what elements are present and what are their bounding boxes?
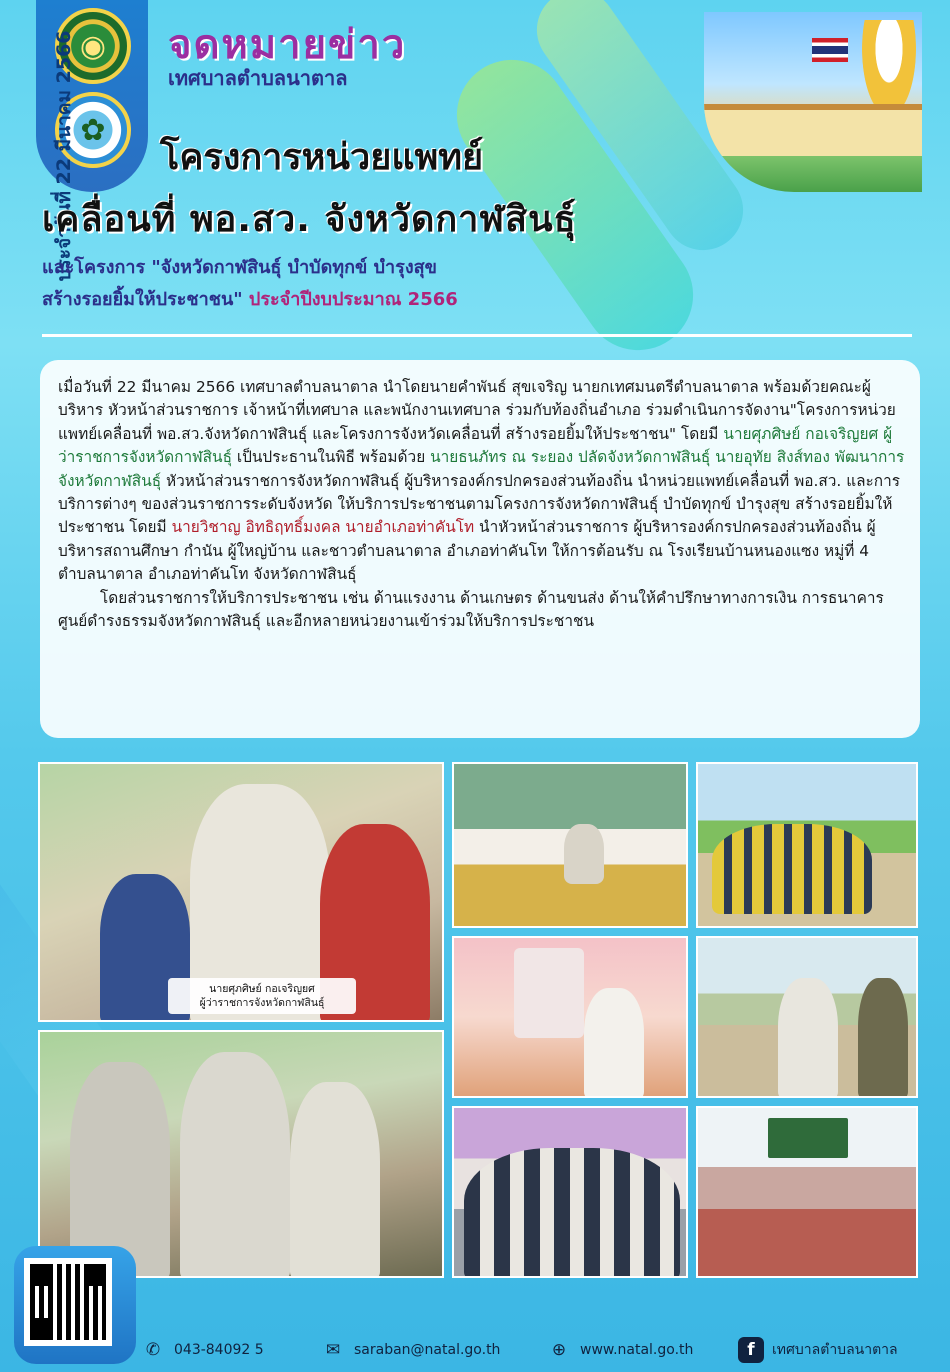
fiscal-year: ประจำปีงบประมาณ 2566 (248, 289, 458, 310)
text: หัวหน้าส่วนราชการจังหวัดกาฬสินธุ์ ผู้บริหารองค์กรปกครองส่วนท้องถิ่น นำหน่วยแพทย์เคลื่อนที่ พอ.สว. และการบริการต่างๆ ของส่วนราชการระดับจังหวัด ให้บริการประชาชนตามโครงการจังหวัดกาฬสินธุ์ บำบัดทุกข์ บำรุงสุข สร้างรอยยิ้มให้ประชาชน โดยมี (58, 471, 901, 537)
figure (584, 988, 644, 1098)
photo-audience (696, 1106, 918, 1278)
photo-stage-speech (452, 762, 688, 928)
figure (290, 1082, 380, 1278)
subheadline-text: สร้างรอยยิ้มให้ประชาชน" (42, 289, 243, 310)
photo-governor-with-children (38, 762, 444, 1022)
contact-footer (140, 1332, 930, 1368)
photo-officials-meeting (696, 936, 918, 1098)
headline-line-2: เคลื่อนที่ พอ.สว. จังหวัดกาฬสินธุ์ (42, 199, 577, 240)
contact-website[interactable] (546, 1337, 738, 1363)
thai-flag (812, 38, 848, 62)
issue-date: ประจำวันที่ 22 มีนาคม 2566 (53, 30, 75, 282)
email-address: saraban@natal.go.th (354, 1342, 501, 1358)
subheadline-line-2 (42, 284, 458, 313)
contact-phone[interactable] (140, 1337, 320, 1363)
org-name: เทศบาลตำบลนาตาล (168, 66, 348, 90)
deputy-names: นายธนภัทร ณ ระยอง ปลัดจังหวัดกาฬสินธุ์ นายอุทัย สิงส์ทอง พัฒนาการจังหวัดกาฬสินธุ์ (58, 448, 905, 490)
contact-email[interactable] (320, 1337, 546, 1363)
office-building (704, 104, 922, 156)
municipal-office-photo (704, 12, 922, 192)
subheadline-line-1: และโครงการ "จังหวัดกาฬสินธุ์ บำบัดทุกข์ บำรุงสุข (42, 257, 437, 278)
email-icon: ✉ (325, 1340, 341, 1360)
text: นำหัวหน้าส่วนราชการ ผู้บริหารองค์กรปกครองส่วนท้องถิ่น ผู้บริหารสถานศึกษา กำนัน ผู้ใหญ่บ้าน และชาวตำบลนาตาล อำเภอท่าคันโท ให้การต้อนรับ ณ โรงเรียนบ้านหนองแซง หมู่ที่ 4 ตำบลนาตาล อำเภอท่าคันโท จังหวัดกาฬสินธุ์ (58, 518, 876, 584)
text: เมื่อวันที่ 22 มีนาคม 2566 เทศบาลตำบลนาตาล นำโดยนายคำพันธ์ สุขเจริญ นายกเทศมนตรีตำบลนาตาล พร้อมด้วยคณะผู้บริหาร หัวหน้าส่วนราชการ เจ้าหน้าที่เทศบาล และพนักงานเทศบาล ร่วมกับท้องถิ่นอำเภอ ร่วมดำเนินการจัดงาน"โครงการหน่วยแพทย์เคลื่อนที่ พอ.สว.จังหวัดกาฬสินธุ์ และโครงการจังหวัดเคลื่อนที่ สร้างรอยยิ้มให้ประชาชน" โดยมี (58, 378, 896, 443)
district-chief-name: นายวิชาญ อิทธิฤทธิ์มงคล นายอำเภอท่าคันโท (171, 518, 475, 537)
facebook-icon: f (738, 1337, 764, 1363)
paragraph-1 (58, 376, 906, 587)
photo-staff-lineup (696, 762, 918, 928)
photo-group-standing (452, 1106, 688, 1278)
figure (564, 824, 604, 884)
figure (778, 978, 838, 1098)
phone-number: 043-84092 5 (174, 1342, 264, 1358)
headline-line-1: โครงการหน่วยแพทย์ (160, 137, 484, 178)
website-url: www.natal.go.th (580, 1342, 694, 1358)
caption-name: นายศุภศิษย์ กอเจริญยศ (209, 983, 315, 995)
figure (858, 978, 908, 1098)
qr-pattern (30, 1264, 106, 1340)
governor-name: นายศุภศิษย์ กอเจริญยศ ผู้ว่าราชการจังหวัดกาฬสินธุ์ (58, 424, 893, 467)
text: เป็นประธานในพิธี พร้อมด้วย (231, 448, 431, 467)
banner (768, 1118, 848, 1158)
contact-facebook[interactable] (738, 1337, 928, 1363)
paragraph-2: โดยส่วนราชการให้บริการประชาชน เช่น ด้านแรงงาน ด้านเกษตร ด้านขนส่ง ด้านให้คำปรึกษาทางการเงิน การธนาคาร ศูนย์ดำรงธรรมจังหวัดกาฬสินธุ์ และอีกหลายหน่วยงานเข้าร่วมให้บริการประชาชน (58, 588, 884, 631)
qr-code[interactable] (24, 1258, 112, 1346)
figure-group (712, 824, 872, 914)
newsletter-title: จดหมายข่าว (168, 22, 407, 68)
province-seal-logo: ◉ (55, 8, 131, 84)
facebook-page: เทศบาลตำบลนาตาล (772, 1342, 898, 1358)
municipality-seal-logo: ✿ (55, 92, 131, 168)
divider (42, 334, 912, 337)
photo-portrait-shrine (452, 936, 688, 1098)
caption-title: ผู้ว่าราชการจังหวัดกาฬสินธุ์ (199, 997, 325, 1009)
portrait (514, 948, 584, 1038)
phone-icon: ✆ (145, 1340, 161, 1360)
figure (180, 1052, 290, 1278)
globe-icon: ⊕ (551, 1340, 567, 1360)
article-body (40, 360, 920, 738)
photo-tree-planting (38, 1030, 444, 1278)
figure-group (464, 1148, 680, 1278)
photo-caption (168, 978, 356, 1014)
buddha-statue (862, 20, 916, 116)
